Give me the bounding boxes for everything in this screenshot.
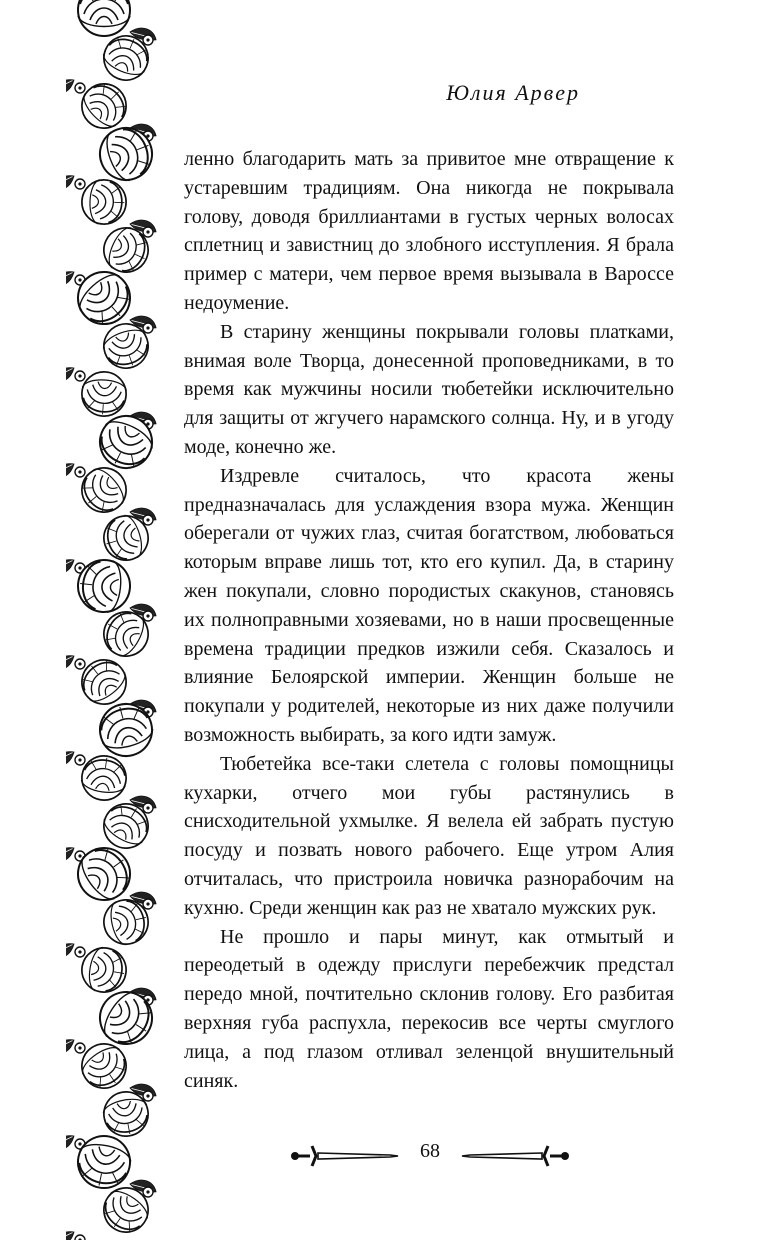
paragraph: Тюбетейка все-таки слетела с головы помощницы кухарки, отчего мои губы растянулись в снисходительной ухмылке. Я велела ей забрать пустую посуду и позвать нового рабочего. Еще утром Алия отчиталась, что пристроила новичка разнорабочим на кухню. Среди женщин как раз не хватало мужских рук. (184, 752, 674, 919)
body-text (184, 145, 674, 1095)
running-head: Юлия Арвер (446, 80, 580, 105)
paragraph: В старину женщины покрывали головы платками, внимая воле Творца, донесенной проповедниками, в то время как мужчины носили тюбетейки исключительно для защиты от жгучего нарамского солнца. Ну, и в угоду моде, конечно же. (184, 320, 674, 458)
paragraph: Издревле считалось, что красота жены предназначалась для услаждения взора мужа. Женщин оберегали от чужих глаз, считая богатством, любоваться которым вправе лишь тот, кто его купил. Да, в старину жен покупали, словно породистых скакунов, становясь их полноправными хозяевами, но в наши просвещенные времена традиции предков изжили себя. Сказалось и влияние Белоярской империи. Женщин больше не покупали у родителей, некоторые из них даже получили возможность выбирать, за кого идти замуж. (184, 464, 674, 746)
paragraph: ленно благодарить мать за привитое мне отвращение к устаревшим традициям. Она никогда не покрывала голову, доводя бриллиантами в густых черных волосах сплетниц и завистниц до злобного исступления. Я брала пример с матери, чем первое время вызывала в Вароссе недоумение. (184, 148, 674, 314)
paragraph: Не прошло и пары минут, как отмытый и переодетый в одежду прислуги перебежчик предстал передо мной, почтительно склонив голову. Его разбитая верхняя губа распухла, перекосив все черты смуглого лица, а под глазом отливал зеленцой внушительный синяк. (184, 925, 674, 1092)
sword-left-icon (290, 1144, 400, 1168)
page-footer (290, 1138, 570, 1168)
page-number: 68 (420, 1140, 440, 1162)
sword-right-icon (460, 1144, 570, 1168)
floral-border-ornament (66, 0, 164, 1240)
